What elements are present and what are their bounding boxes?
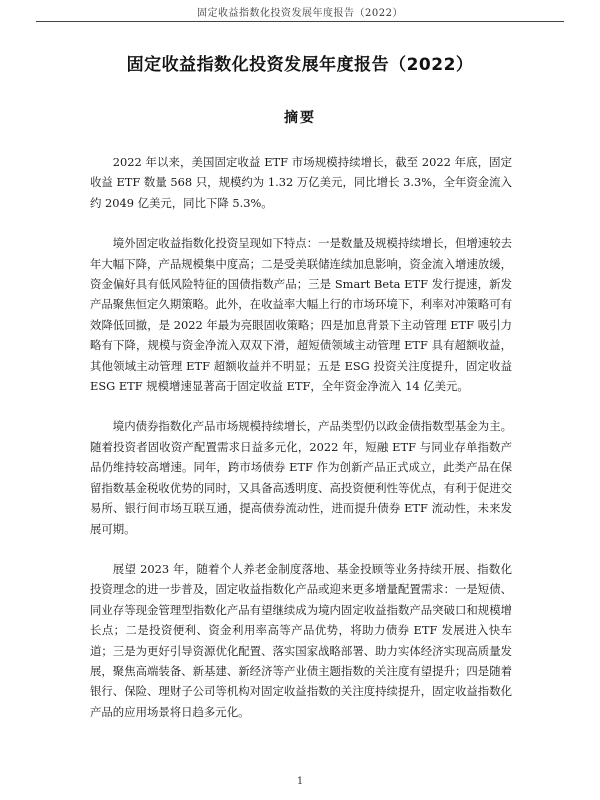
document-title: 固定收益指数化投资发展年度报告（2022） <box>126 55 474 75</box>
running-header: 固定收益指数化投资发展年度报告（2022） <box>197 8 403 19</box>
paragraph-4: 展望 2023 年，随着个人养老金制度落地、基金投顾等业务持续开展、指数化投资理念的进一步普及，固定收益指数化产品或迎来更多增量配置需求：一是短债、同业存等现金管理型指数化产品有望继续成为境内固定收益指数产品突破口和规模增长点；二是投资便利、资金利用率高等产品优势，将助力债券 ETF 发展进入快车道；三是为更好引导资源优化配置、落实国家战略部署、助力实体经济实现高质量发展，聚焦高端装备、新基建、新经济等产业债主题指数的关注度有望提升；四是随着银行、保险、理财子公司等机构对固定收益指数的关注度持续提升，固定收益指数化产品的应用场景将日趋多元化。 <box>90 561 512 719</box>
header-divider <box>36 21 564 22</box>
abstract-body <box>90 152 512 742</box>
paragraph-3: 境内债券指数化产品市场规模持续增长，产品类型仍以政金债指数型基金为主。随着投资者固收资产配置需求日益多元化，2022 年，短融 ETF 与同业存单指数产品仍维持较高增速。同年，跨市场债券 ETF 作为创新产品正式成立，此类产品在保留指数基金税收优势的同时，又具备高透明度、高投资便利性等优点，有利于促进交易所、银行间市场互联互通，提高债券流动性，进而提升债券 ETF 流动性，未来发展可期。 <box>90 419 512 536</box>
section-heading-abstract: 摘要 <box>284 110 316 126</box>
paragraph-1: 2022 年以来，美国固定收益 ETF 市场规模持续增长，截至 2022 年底，固定收益 ETF 数量 568 只，规模约为 1.32 万亿美元，同比增长 3.3%，全年资金流入约 2049 亿美元，同比下降 5.3%。 <box>90 155 512 210</box>
page-number: 1 <box>296 776 304 787</box>
paragraph-2: 境外固定收益指数化投资呈现如下特点：一是数量及规模持续增长，但增速较去年大幅下降，产品规模集中度高；二是受美联储连续加息影响，资金流入增速放缓，资金偏好具有低风险特征的国债指数产品；三是 Smart Beta ETF 发行提速，新发产品聚焦恒定久期策略。此外，在收益率大幅上行的市场环境下，利率对冲策略可有效降低回撤，是 2022 年最为亮眼固收策略；四是加息背景下主动管理 ETF 吸引力略有下降，规模与资金净流入双双下滑，超短债领域主动管理 ETF 具有超额收益，其他领域主动管理 ETF 超额收益并不明显；五是 ESG 投资关注度提升，固定收益 ESG ETF 规模增速显著高于固定收益 ETF，全年资金净流入 14 亿美元。 <box>90 236 512 394</box>
